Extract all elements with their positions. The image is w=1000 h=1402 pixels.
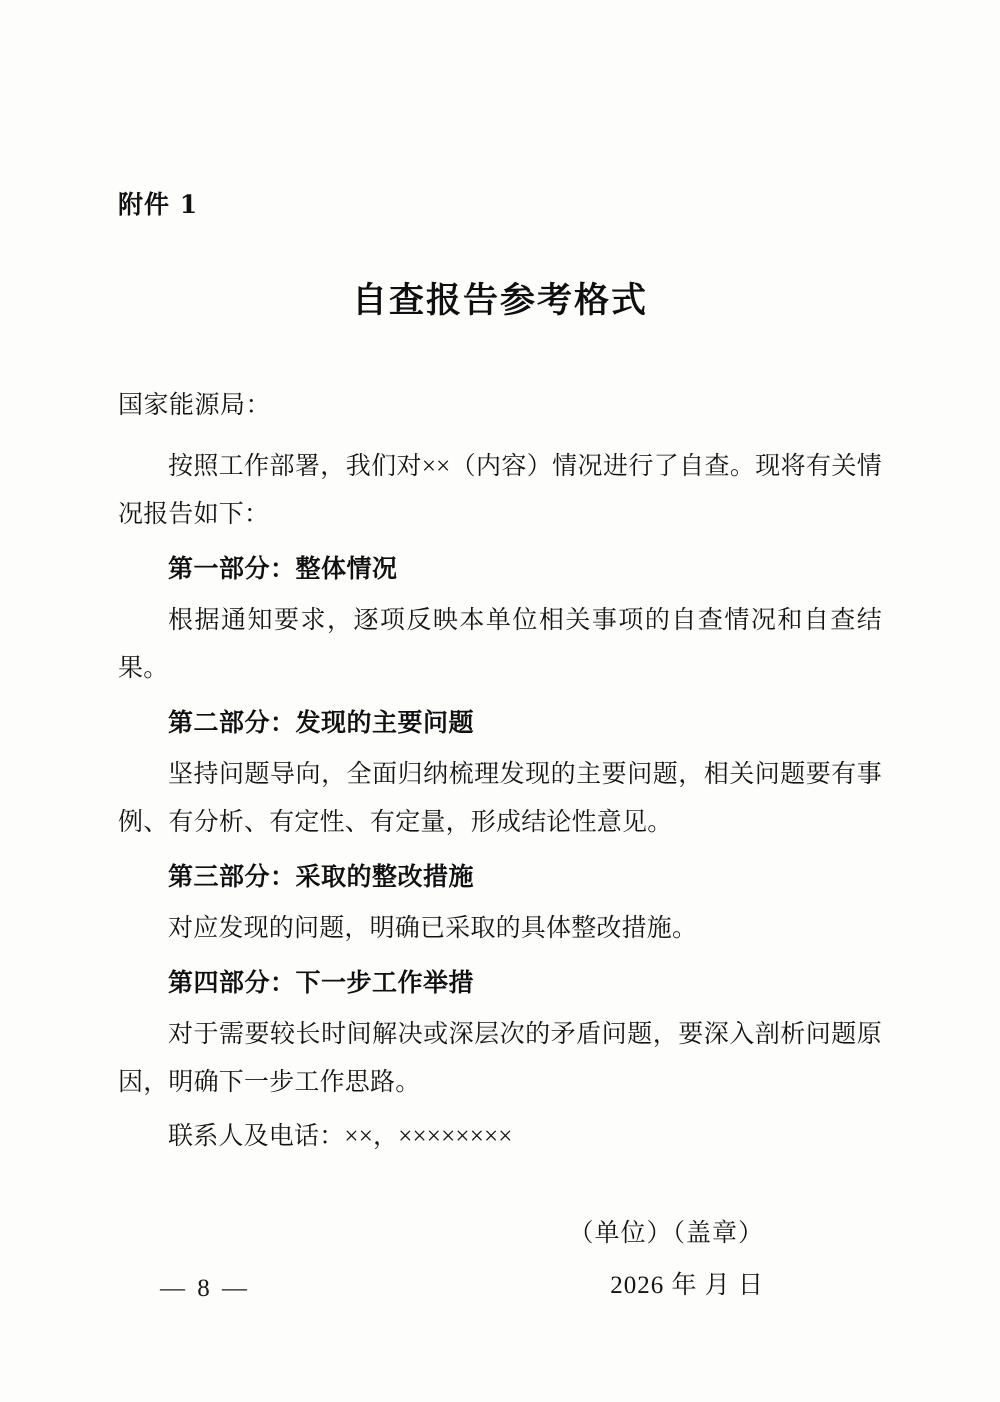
addressee-line: 国家能源局： — [118, 392, 272, 419]
section-body-2: 坚持问题导向，全面归纳梳理发现的主要问题，相关问题要有事例、有分析、有定性、有定量，形成结论性意见。 — [118, 761, 882, 836]
section-heading-3: 第三部分：采取的整改措施 — [168, 862, 475, 891]
document-body — [118, 185, 882, 1301]
intro-paragraph: 按照工作部署，我们对××（内容）情况进行了自查。现将有关情况报告如下： — [118, 453, 882, 528]
section-body-1: 根据通知要求，逐项反映本单位相关事项的自查情况和自查结果。 — [118, 607, 882, 682]
section-heading-4: 第四部分：下一步工作举措 — [168, 968, 475, 997]
section-body-4: 对于需要较长时间解决或深层次的矛盾问题，要深入剖析问题原因，明确下一步工作思路。 — [118, 1021, 882, 1096]
section-body-3: 对应发现的问题，明确已采取的具体整改措施。 — [168, 915, 698, 942]
signature-date: 2026 年 月 日 — [610, 1272, 764, 1299]
attachment-label: 附件 1 — [118, 190, 199, 219]
contact-line: 联系人及电话：××，×××××××× — [168, 1123, 513, 1150]
section-heading-1: 第一部分：整体情况 — [168, 554, 398, 583]
signature-unit: （单位）（盖章） — [568, 1220, 764, 1247]
page-title: 自查报告参考格式 — [351, 280, 648, 321]
page-number: — 8 — — [160, 1275, 250, 1302]
section-heading-2: 第二部分：发现的主要问题 — [168, 708, 475, 737]
